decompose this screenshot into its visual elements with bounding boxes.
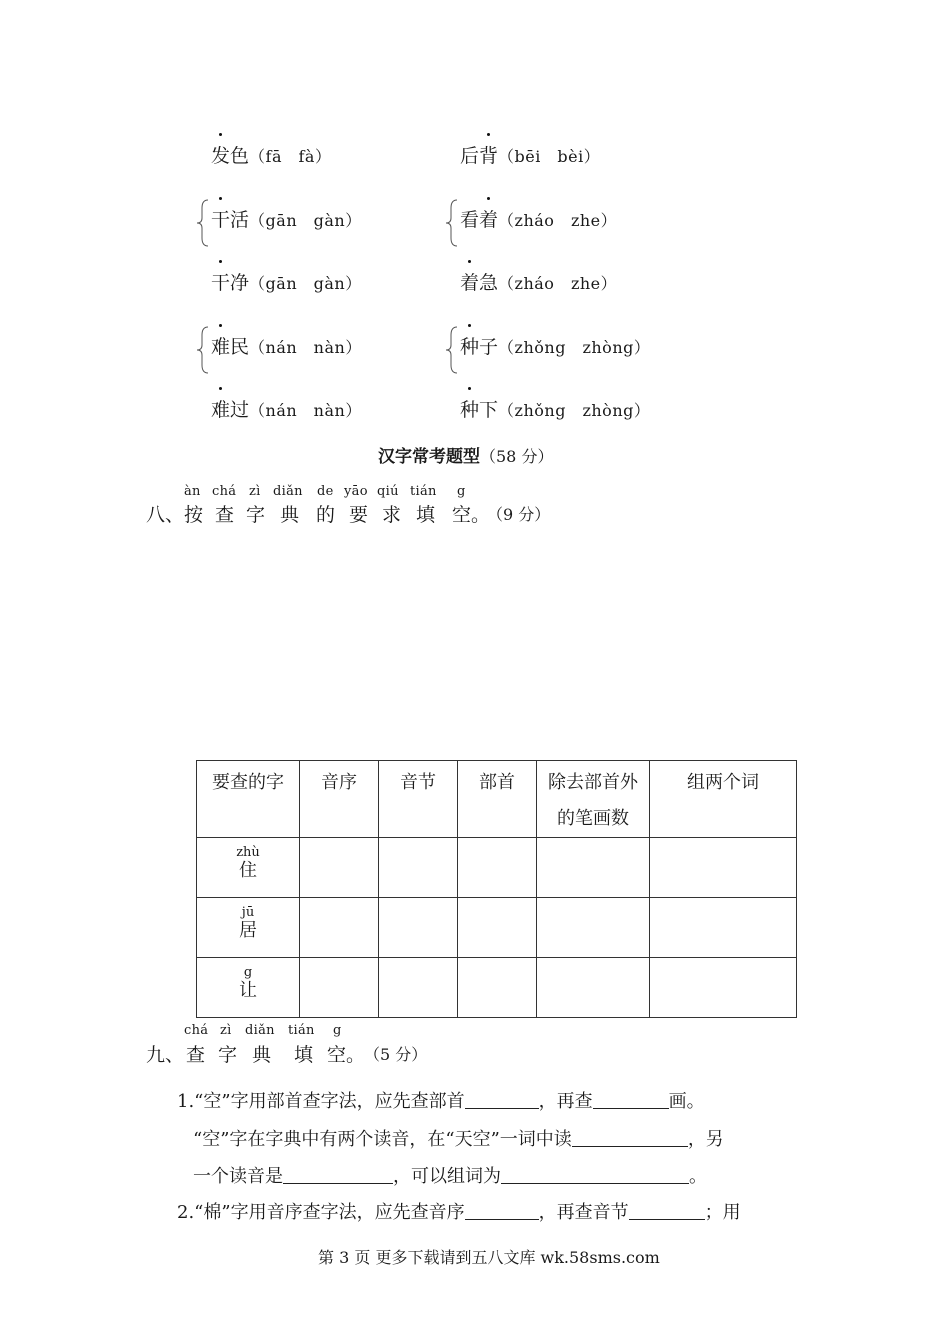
word-nanmin: 难民（nán nàn） [211,332,362,359]
answer-cell[interactable] [537,958,650,1018]
answer-cell[interactable] [650,898,797,958]
item-1-line-2: “空”字在字典中有两个读音，在“天空”一词中读 ，另 [193,1129,724,1150]
table-header-cell: 部首 [458,761,537,838]
word-zhongxia: 种下（zhǒng zhòng） [460,395,650,422]
answer-cell[interactable] [379,958,458,1018]
answer-cell[interactable] [537,838,650,898]
brace-icon [445,198,459,248]
answer-cell[interactable] [458,898,537,958]
lookup-char-cell: g 让 [197,958,300,1018]
item-1-line-3: 一个读音是 ，可以组词为 。 [193,1166,707,1187]
table-row [197,958,797,1018]
answer-cell[interactable] [458,838,537,898]
question-8: 八、 按 查 字 典 的 要 求 填 空。 （9 分） [146,504,551,526]
question-9: 九、 查 字 典 填 空。 （5 分） [146,1044,428,1066]
brace-icon [196,325,210,375]
answer-blank[interactable] [283,1165,393,1184]
answer-blank[interactable] [572,1128,688,1147]
answer-cell[interactable] [300,958,379,1018]
answer-blank[interactable] [629,1201,705,1220]
item-2-line-1: 2.“棉”字用音序查字法，应先查音序 ，再查音节 ；用 [177,1202,741,1223]
answer-blank[interactable] [501,1165,689,1184]
table-header-cell: 音节 [379,761,458,838]
lookup-char-cell: zhù 住 [197,838,300,898]
word-zhaoji: 着急（zháo zhe） [460,268,617,295]
word-zhongzi: 种子（zhǒng zhòng） [460,332,650,359]
answer-cell[interactable] [379,838,458,898]
word-fase: 发色（fā fà） [211,141,331,168]
dictionary-table [196,760,797,1018]
word-ganhuo: 干活（gān gàn） [211,205,362,232]
answer-cell[interactable] [650,958,797,1018]
page-footer: 第 3 页 更多下载请到五八文库 wk.58sms.com [318,1248,660,1267]
table-header-cell: 组两个词 [650,761,797,838]
answer-cell[interactable] [537,898,650,958]
table-header-cell: 音序 [300,761,379,838]
table-header-cell: 除去部首外的笔画数 [537,761,650,838]
table-row [197,898,797,958]
answer-blank[interactable] [465,1090,539,1109]
answer-cell[interactable] [458,958,537,1018]
word-nanguo: 难过（nán nàn） [211,395,362,422]
brace-icon [445,325,459,375]
table-header-row [197,761,797,838]
answer-blank[interactable] [465,1201,539,1220]
word-houbei: 后背（bēi bèi） [460,141,600,168]
answer-blank[interactable] [593,1090,669,1109]
lookup-char-cell: jū 居 [197,898,300,958]
brace-icon [196,198,210,248]
answer-cell[interactable] [379,898,458,958]
item-1-line-1: 1.“空”字用部首查字法，应先查部首 ，再查 画。 [177,1091,705,1112]
word-ganjing: 干净（gān gàn） [211,268,362,295]
answer-cell[interactable] [300,838,379,898]
table-header-cell: 要查的字 [197,761,300,838]
answer-cell[interactable] [650,838,797,898]
answer-cell[interactable] [300,898,379,958]
section-title: 汉字常考题型（58 分） [378,447,554,467]
word-kanzhe: 看着（zháo zhe） [460,205,617,232]
table-row [197,838,797,898]
